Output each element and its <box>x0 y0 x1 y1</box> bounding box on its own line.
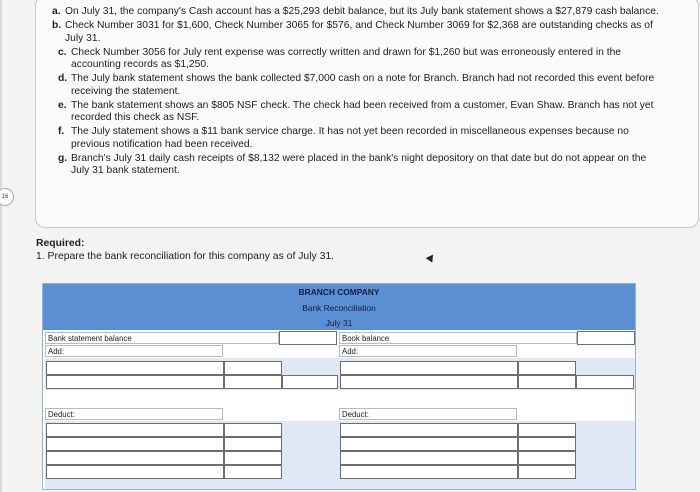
book-add-description-2[interactable] <box>340 375 518 389</box>
item-label: b. <box>52 20 62 32</box>
book-add-amount-1[interactable] <box>518 361 576 375</box>
mouse-cursor-icon <box>426 252 437 262</box>
list-item <box>52 6 664 18</box>
bank-deduct-description-2[interactable] <box>46 437 224 451</box>
bank-deduct-description-1[interactable] <box>46 423 224 437</box>
book-balance-input[interactable] <box>577 331 635 345</box>
list-item <box>52 20 664 45</box>
book-add-amount-2[interactable] <box>518 375 576 389</box>
bank-deduct-amount-3[interactable] <box>224 451 282 465</box>
bank-add-total[interactable] <box>282 375 338 389</box>
book-deduct-amount-2[interactable] <box>518 437 576 451</box>
transaction-list <box>52 6 664 179</box>
book-deduct-description-1[interactable] <box>340 423 518 437</box>
bank-add-amount-1[interactable] <box>224 361 282 375</box>
book-add-label: Add: <box>339 345 517 357</box>
required-section <box>36 237 334 263</box>
item-label: e. <box>58 99 67 111</box>
item-text: On July 31, the company's Cash account has a $25,293 debit balance, but its July bank statement shows a $27,879 cash balance. <box>65 6 659 17</box>
required-heading: Required: <box>36 238 85 249</box>
bank-deduct-amount-1[interactable] <box>224 423 282 437</box>
bank-reconciliation-table <box>42 283 636 490</box>
left-edge-divider <box>0 0 2 492</box>
bank-deduct-amount-2[interactable] <box>224 437 282 451</box>
item-text: The July statement shows a $11 bank service charge. It has not yet been recorded in miscellaneous expenses because no previous notification had been received. <box>71 126 629 150</box>
item-label: a. <box>52 6 61 17</box>
bank-add-description-1[interactable] <box>46 361 224 375</box>
bank-balance-label: Bank statement balance <box>45 332 279 344</box>
item-label: g. <box>58 152 68 164</box>
book-deduct-amount-4[interactable] <box>518 465 576 479</box>
list-item <box>52 73 664 98</box>
book-deduct-amount-3[interactable] <box>518 451 576 465</box>
list-item <box>52 126 664 151</box>
book-deduct-description-3[interactable] <box>340 451 518 465</box>
item-text: The July bank statement shows the bank collected $7,000 cash on a note for Branch. Branch had not recorded this event before receiving the statement. <box>71 73 655 97</box>
book-add-total[interactable] <box>576 375 634 389</box>
bank-deduct-amount-4[interactable] <box>224 465 282 479</box>
book-deduct-description-2[interactable] <box>340 437 518 451</box>
bank-add-label: Add: <box>45 345 223 357</box>
book-add-description-1[interactable] <box>340 361 518 375</box>
bank-deduct-description-4[interactable] <box>46 465 224 479</box>
reconciliation-title: Bank Reconciliation <box>302 303 376 313</box>
bank-add-amount-2[interactable] <box>224 375 282 389</box>
required-task: 1. Prepare the bank reconciliation for this company as of July 31. <box>36 251 335 262</box>
item-text: Branch's July 31 daily cash receipts of $8,132 were placed in the bank's night depository on that date but do not appear on the July 31 bank statement. <box>71 152 647 176</box>
bank-deduct-label: Deduct: <box>45 408 223 420</box>
item-label: d. <box>58 73 68 85</box>
book-balance-label: Book balance <box>339 332 577 344</box>
item-label: f. <box>58 126 65 138</box>
book-deduct-label: Deduct: <box>339 408 517 420</box>
list-item <box>52 100 664 125</box>
item-text: Check Number 3056 for July rent expense was correctly written and drawn for $1,260 but was erroneously entered in the accounting records as $1,250. <box>71 46 622 70</box>
bank-balance-input[interactable] <box>279 331 337 345</box>
item-text: Check Number 3031 for $1,600, Check Number 3065 for $576, and Check Number 3069 for $2,368 are outstanding checks as of July 31. <box>65 20 653 44</box>
reconciliation-header <box>43 284 635 330</box>
book-deduct-description-4[interactable] <box>340 465 518 479</box>
item-label: c. <box>58 46 67 58</box>
book-deduct-amount-1[interactable] <box>518 423 576 437</box>
list-item <box>52 47 664 72</box>
reconciliation-date: July 31 <box>325 318 353 328</box>
bank-add-description-2[interactable] <box>46 375 224 389</box>
bank-deduct-description-3[interactable] <box>46 451 224 465</box>
company-name: BRANCH COMPANY <box>298 287 380 297</box>
question-number-badge: 16 <box>0 188 14 206</box>
list-item <box>52 153 664 178</box>
item-text: The bank statement shows an $805 NSF check. The check had been received from a customer, Evan Shaw. Branch has not yet recorded this check as NSF. <box>71 99 654 123</box>
